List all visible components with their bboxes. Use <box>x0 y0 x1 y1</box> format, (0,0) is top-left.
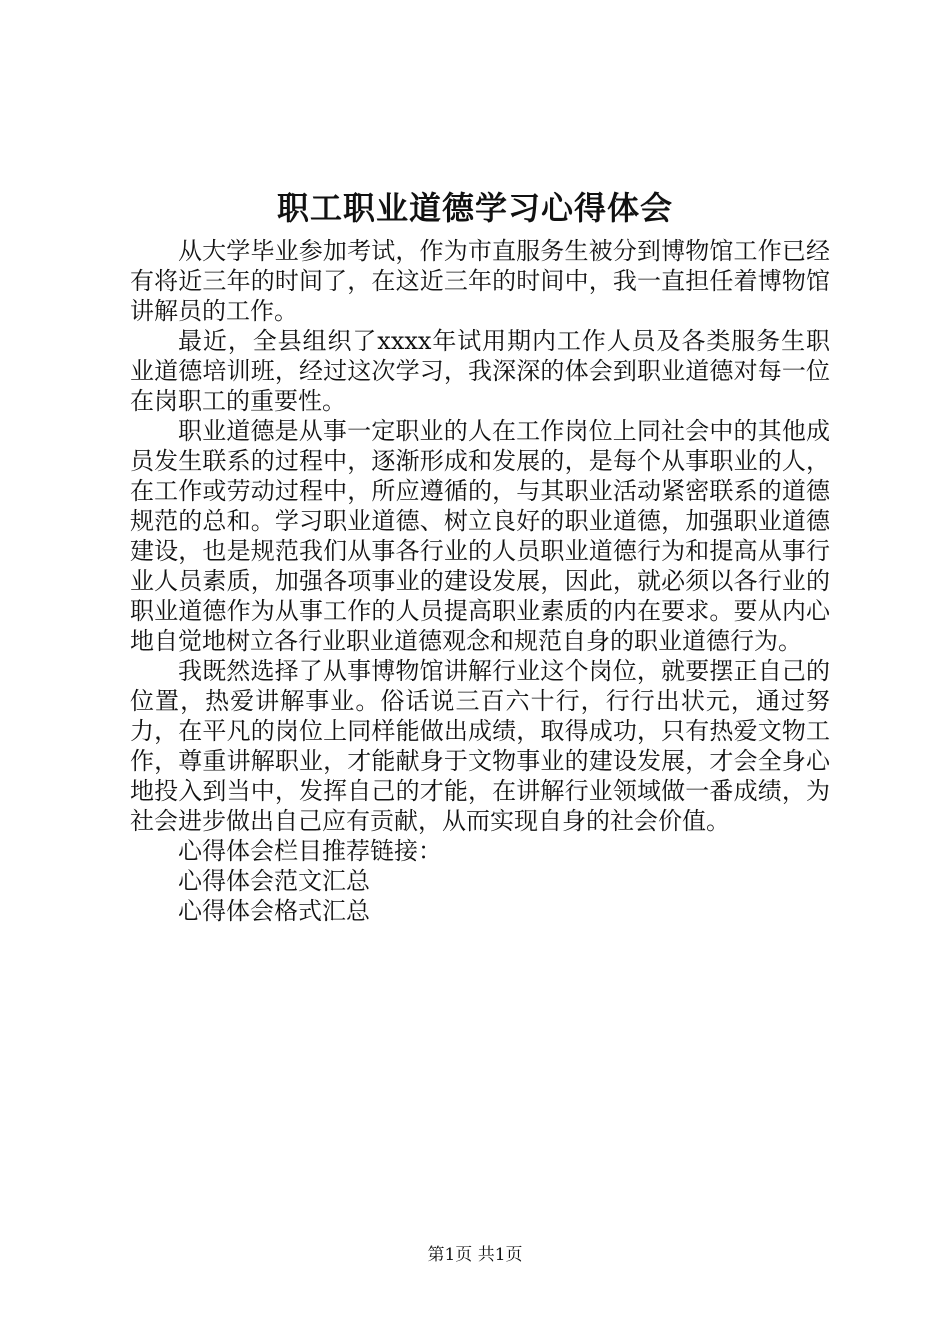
link-essay-collection[interactable]: 心得体会范文汇总 <box>178 867 370 895</box>
paragraph-2: 最近，全县组织了xxxx年试用期内工作人员及各类服务生职业道德培训班，经过这次学习，我深深的体会到职业道德对每一位在岗职工的重要性。 <box>130 327 830 415</box>
links-heading: 心得体会栏目推荐链接： <box>178 837 442 865</box>
paragraph-4: 我既然选择了从事博物馆讲解行业这个岗位，就要摆正自己的位置，热爱讲解事业。俗话说三百六十行，行行出状元，通过努力，在平凡的岗位上同样能做出成绩，取得成功，只有热爱文物工作，尊重讲解职业，才能献身于文物事业的建设发展，才会全身心地投入到当中，发挥自己的才能，在讲解行业领域做一番成绩，为社会进步做出自己应有贡献，从而实现自身的社会价值。 <box>130 657 830 835</box>
paragraph-1: 从大学毕业参加考试，作为市直服务生被分到博物馆工作已经有将近三年的时间了，在这近三年的时间中，我一直担任着博物馆讲解员的工作。 <box>130 237 830 325</box>
link-format-collection[interactable]: 心得体会格式汇总 <box>178 897 370 925</box>
document-body <box>130 236 830 926</box>
paragraph-3: 职业道德是从事一定职业的人在工作岗位上同社会中的其他成员发生联系的过程中，逐渐形成和发展的，是每个从事职业的人，在工作或劳动过程中，所应遵循的，与其职业活动紧密联系的道德规范的总和。学习职业道德、树立良好的职业道德，加强职业道德建设，也是规范我们从事各行业的人员职业道德行为和提高从事行业人员素质，加强各项事业的建设发展，因此，就必须以各行业的职业道德作为从事工作的人员提高职业素质的内在要求。要从内心地自觉地树立各行业职业道德观念和规范自身的职业道德行为。 <box>130 417 830 655</box>
page-footer: 第1页 共1页 <box>427 1245 523 1265</box>
document-title: 职工职业道德学习心得体会 <box>276 189 673 227</box>
